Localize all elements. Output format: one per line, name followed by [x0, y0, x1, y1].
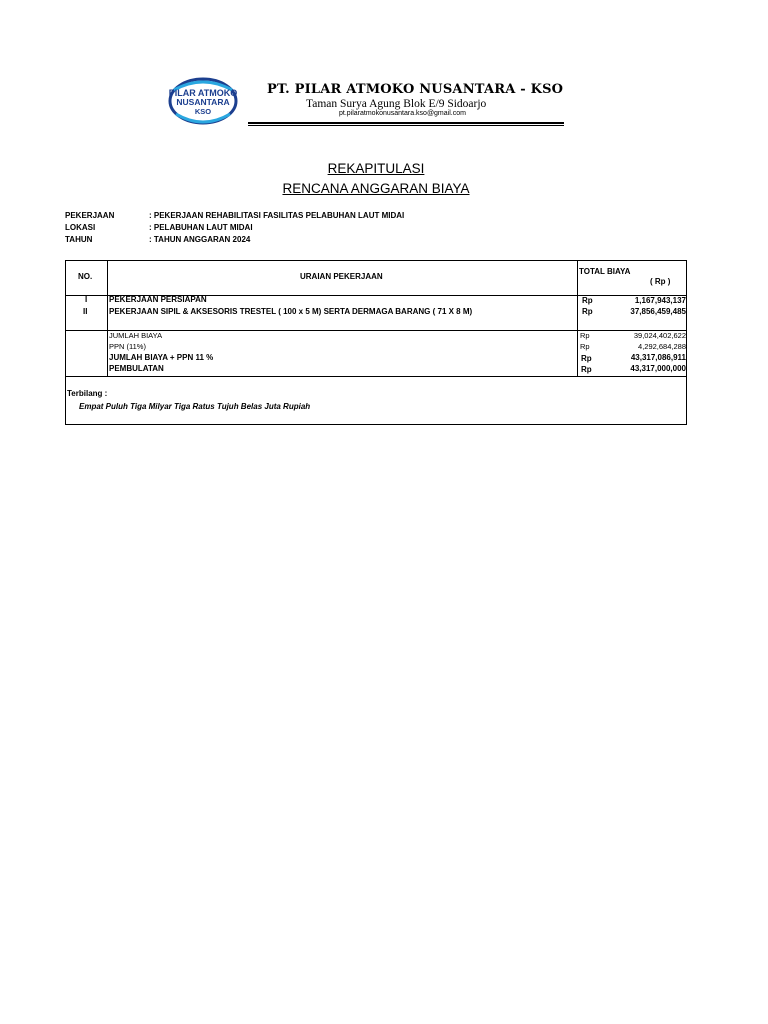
terbilang-text: Empat Puluh Tiga Milyar Tiga Ratus Tujuh Belas Juta Rupiah	[79, 402, 311, 411]
summary-label-pembulatan: PEMBULATAN	[109, 364, 164, 373]
document-subtitle: RENCANA ANGGARAN BIAYA	[282, 181, 470, 196]
summary-amount-jumlah-ppn: 43,317,086,911	[630, 353, 686, 362]
company-name: PT. PILAR ATMOKO NUSANTARA - KSO	[267, 82, 564, 97]
summary-currency: Rp	[581, 354, 592, 363]
summary-label-ppn: PPN (11%)	[109, 342, 146, 351]
company-logo-graphic	[166, 76, 240, 126]
header-unit: ( Rp )	[650, 277, 671, 286]
info-value-pekerjaan: : PEKERJAAN REHABILITASI FASILITAS PELABUHAN LAUT MIDAI	[149, 211, 405, 220]
summary-currency: Rp	[581, 365, 592, 374]
item-currency: Rp	[582, 307, 593, 316]
item-uraian: PEKERJAAN SIPIL & AKSESORIS TRESTEL ( 100 x 5 M) SERTA DERMAGA BARANG ( 71 X 8 M)	[109, 307, 473, 316]
company-address: Taman Surya Agung Blok E/9 Sidoarjo	[306, 98, 487, 110]
letterhead-rule-thick	[248, 122, 564, 124]
item-uraian: PEKERJAAN PERSIAPAN	[109, 295, 207, 304]
summary-amount-pembulatan: 43,317,000,000	[630, 364, 686, 373]
column-divider-no	[107, 261, 108, 376]
info-label-tahun: TAHUN	[65, 235, 93, 244]
item-amount: 1,167,943,137	[634, 296, 686, 305]
info-value-lokasi: : PELABUHAN LAUT MIDAI	[149, 223, 253, 232]
summary-amount-ppn: 4,292,684,288	[638, 342, 686, 351]
logo-text-line2: NUSANTARA	[176, 97, 230, 107]
logo-text-line3: KSO	[194, 107, 212, 116]
item-no: I	[85, 295, 88, 304]
item-amount: 37,856,459,485	[630, 307, 686, 316]
header-uraian: URAIAN PEKERJAAN	[300, 272, 383, 281]
summary-currency: Rp	[580, 342, 590, 351]
info-label-pekerjaan: PEKERJAAN	[65, 211, 115, 220]
logo-text-line1: PILAR ATMOKO	[168, 88, 238, 98]
header-no: NO.	[78, 272, 93, 281]
table-summary-divider	[66, 376, 686, 377]
summary-label-jumlah: JUMLAH BIAYA	[109, 331, 163, 340]
summary-label-jumlah-ppn: JUMLAH BIAYA + PPN 11 %	[109, 353, 214, 362]
summary-currency: Rp	[580, 331, 590, 340]
info-label-lokasi: LOKASI	[65, 223, 96, 232]
item-currency: Rp	[582, 296, 593, 305]
document-title: REKAPITULASI	[327, 161, 425, 176]
summary-amount-jumlah: 39,024,402,622	[633, 331, 686, 340]
item-no: II	[83, 307, 88, 316]
company-email: pt.pilaratmokonusantara.kso@gmail.com	[339, 110, 466, 117]
budget-recap-table	[65, 260, 687, 425]
terbilang-label: Terbilang :	[67, 389, 108, 398]
company-logo	[166, 76, 240, 126]
header-total: TOTAL BIAYA	[579, 267, 631, 276]
info-value-tahun: : TAHUN ANGGARAN 2024	[149, 235, 251, 244]
column-divider-total	[577, 261, 578, 376]
letterhead-rule-thin	[248, 125, 564, 126]
